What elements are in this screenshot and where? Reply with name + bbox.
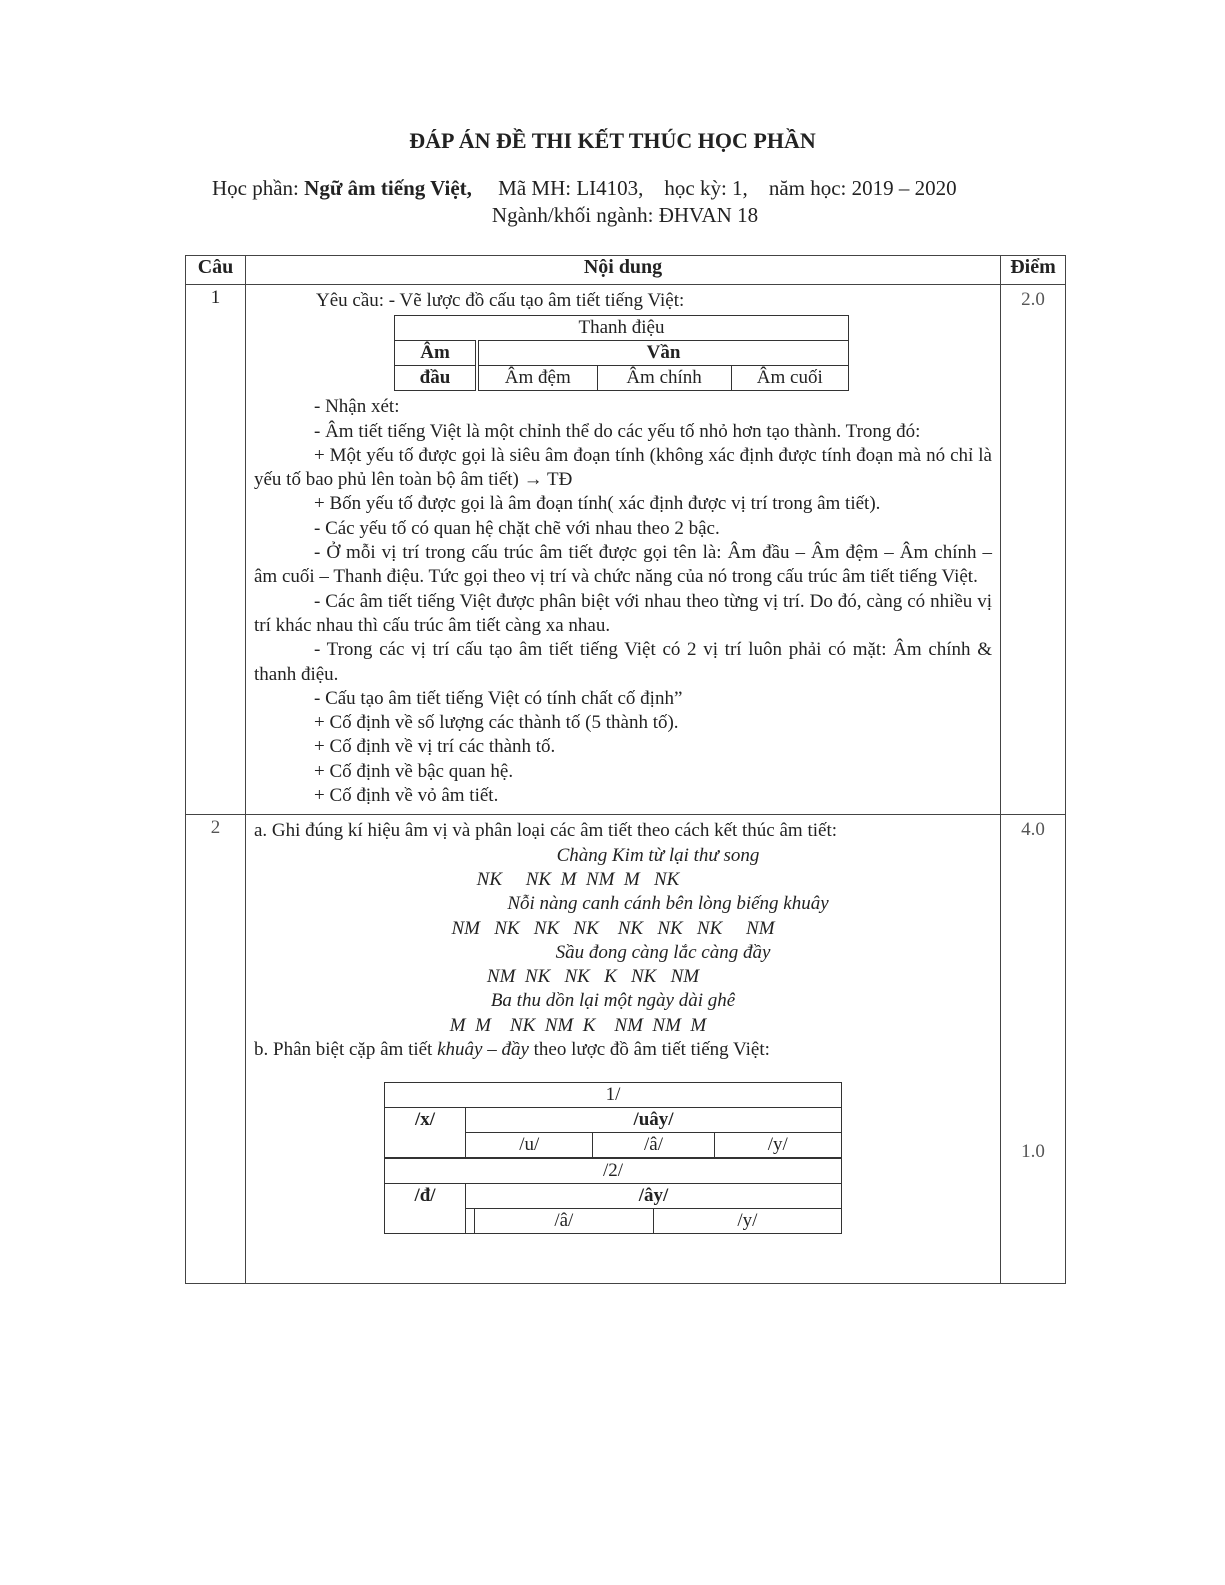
table-row-q1 <box>186 285 1066 815</box>
verse-tags: NM NK NK K NK NM <box>486 966 700 988</box>
question-content <box>246 815 1001 1284</box>
rhyme-cell: Vần <box>477 341 849 366</box>
tone-cell: /2/ <box>385 1159 842 1184</box>
verse-tags: NM NK NK NK NK NK NK NM <box>451 917 775 939</box>
header-diem: Điểm <box>1001 256 1066 285</box>
semester: học kỳ: 1, <box>664 176 748 200</box>
answer-table <box>185 255 1066 1284</box>
syllable-schema <box>394 315 849 391</box>
part-b-text: theo lược đồ âm tiết tiếng Việt: <box>528 1039 770 1061</box>
course-name: Ngữ âm tiếng Việt, <box>304 176 472 200</box>
part-b-text: b. Phân biệt cặp âm tiết <box>254 1039 438 1061</box>
score-a: 4.0 <box>1021 819 1045 841</box>
part-cell: Âm cuối <box>731 366 848 391</box>
request: Yêu cầu: - Vẽ lược đồ cấu tạo âm tiết tiếng Việt: <box>316 290 685 311</box>
text-line: - Ở mỗi vị trí trong cấu trúc âm tiết được gọi tên là: Âm đầu – Âm đệm – Âm chính – âm cuối – Thanh điệu. Tức gọi theo vị trí và chức năng của nó trong cấu trúc âm tiết tiếng Việt. <box>254 542 992 588</box>
question-content <box>246 285 1001 815</box>
initial-cell-2: đầu <box>395 366 478 391</box>
initial-cell: /đ/ <box>385 1184 466 1234</box>
schema-khuay <box>384 1082 842 1158</box>
text-line: + Cố định về vị trí các thành tố. <box>314 736 556 758</box>
score: 2.0 <box>1001 285 1066 815</box>
text-line: - Âm tiết tiếng Việt là một chỉnh thể do các yếu tố nhỏ hơn tạo thành. Trong đó: <box>314 420 921 442</box>
part-cell <box>466 1209 475 1234</box>
part-cell: /â/ <box>474 1209 653 1234</box>
part-cell: /y/ <box>653 1209 841 1234</box>
question-number: 2 <box>186 815 246 1284</box>
document-title: ĐÁP ÁN ĐỀ THI KẾT THÚC HỌC PHẦN <box>409 128 816 153</box>
school-year: năm học: 2019 – 2020 <box>768 176 957 200</box>
question-number: 1 <box>186 285 246 815</box>
score-cell <box>1001 815 1066 1284</box>
verse: Nỗi nàng canh cánh bên lòng biếng khuây <box>507 893 829 915</box>
text-line: + Cố định về số lượng các thành tố (5 thành tố). <box>314 712 679 734</box>
table-header <box>186 256 1066 285</box>
part-cell: /â/ <box>593 1133 714 1158</box>
text-line: - Trong các vị trí cấu tạo âm tiết tiếng Việt có 2 vị trí luôn phải có mặt: Âm chính & thanh điệu. <box>254 639 992 685</box>
part-a: a. Ghi đúng kí hiệu âm vị và phân loại các âm tiết theo cách kết thúc âm tiết: <box>254 820 837 842</box>
tone-cell: Thanh điệu <box>395 316 849 341</box>
text-line: + Bốn yếu tố được gọi là âm đoạn tính( xác định được vị trí trong âm tiết). <box>314 493 881 515</box>
part-cell: Âm chính <box>597 366 731 391</box>
score-b: 1.0 <box>1021 1141 1045 1163</box>
course-info <box>212 176 957 201</box>
verse: Ba thu dồn lại một ngày dài ghê <box>490 990 736 1012</box>
verse-tags: M M NK NM K NM NM M <box>449 1014 707 1036</box>
verse-tags: NK NK M NM M NK <box>476 868 680 890</box>
rhyme-cell: /ây/ <box>466 1184 842 1209</box>
text-line: - Nhận xét: <box>314 396 400 418</box>
header-noi-dung: Nội dung <box>246 256 1001 285</box>
part-b-words: khuây – đầy <box>437 1039 529 1061</box>
verse: Chàng Kim từ lại thư song <box>556 844 760 866</box>
verse: Sầu đong càng lắc càng đầy <box>555 941 771 963</box>
initial-cell: /x/ <box>385 1108 466 1158</box>
text-line: + Cố định về bậc quan hệ. <box>314 760 514 782</box>
part-cell: /y/ <box>714 1133 842 1158</box>
schema-day <box>384 1158 842 1234</box>
text-line: - Cấu tạo âm tiết tiếng Việt có tính chất cố định” <box>314 687 683 709</box>
course-code: Mã MH: LI4103, <box>498 176 644 200</box>
text-line: - Các yếu tố có quan hệ chặt chẽ với nhau theo 2 bậc. <box>314 517 720 539</box>
text-line: + Cố định về vỏ âm tiết. <box>314 785 499 807</box>
tone-cell: 1/ <box>385 1083 842 1108</box>
part-cell: /u/ <box>466 1133 593 1158</box>
text-line: + Một yếu tố được gọi là siêu âm đoạn tính (không xác định được tính đoạn mà nó chỉ là yếu tố bao phủ lên toàn bộ âm tiết) → TĐ <box>254 444 992 491</box>
header-cau: Câu <box>186 256 246 285</box>
initial-cell: Âm <box>395 341 478 366</box>
text-line: - Các âm tiết tiếng Việt được phân biệt với nhau theo từng vị trí. Do đó, càng có nhiều vị trí khác nhau thì cấu trúc âm tiết càng xa nhau. <box>254 590 992 636</box>
table-row-q2 <box>186 815 1066 1284</box>
part-b <box>254 1038 992 1062</box>
part-cell: Âm đệm <box>477 366 597 391</box>
rhyme-cell: /uây/ <box>466 1108 842 1133</box>
course-label: Học phần: <box>212 176 305 200</box>
major: Ngành/khối ngành: ĐHVAN 18 <box>491 203 759 227</box>
